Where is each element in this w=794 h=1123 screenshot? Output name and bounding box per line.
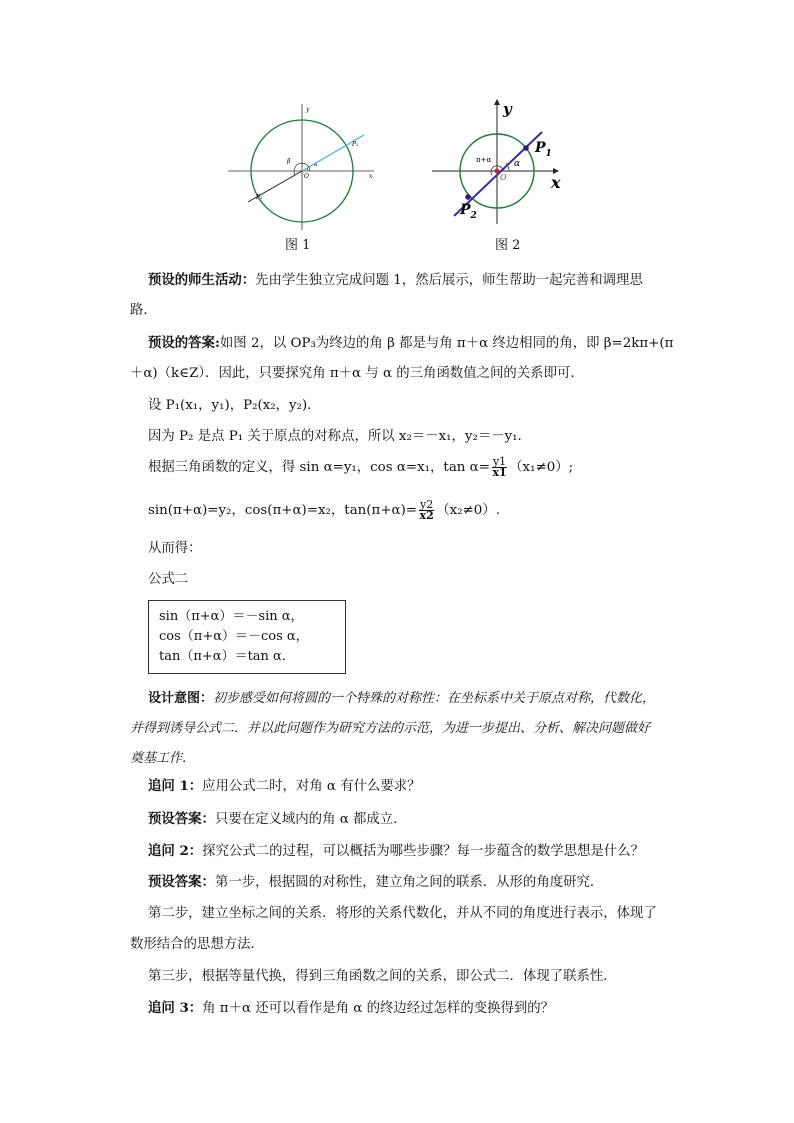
fig1-beta-label: β bbox=[287, 158, 291, 165]
fig1-alpha-label: α bbox=[314, 162, 318, 168]
definition-line-1 bbox=[148, 457, 688, 478]
q2-lead: 追问 2： bbox=[148, 843, 203, 859]
q1-text: 应用公式二时，对角 α 有什么要求？ bbox=[202, 779, 421, 794]
activity-line-1 bbox=[148, 270, 688, 291]
fig2-p1-label: $P_1$ bbox=[535, 140, 552, 159]
figure-2-unit-circle bbox=[430, 96, 570, 224]
definition-1-tail: （x₁≠0）; bbox=[509, 460, 574, 475]
fig2-origin-label: O bbox=[500, 173, 507, 182]
answer-lead: 预设的答案: bbox=[148, 335, 220, 351]
q3-text: 角 π＋α 还可以看作是角 α 的终边经过怎样的变换得到的？ bbox=[202, 1001, 555, 1016]
set-points-line: 设 P₁(x₁，y₁)，P₂(x₂，y₂)． bbox=[148, 398, 321, 413]
step-2-line-1: 第二步，建立坐标之间的关系．将形的关系代数化，并从不同的角度进行表示，体现了 bbox=[148, 906, 657, 921]
design-text-1: 初步感受如何将圆的一个特殊的对称性：在坐标系中关于原点对称，代数化， bbox=[213, 691, 656, 706]
fig1-x-label: x bbox=[369, 173, 373, 180]
fraction-denominator: x2 bbox=[419, 509, 434, 522]
definition-1-text: 根据三角函数的定义，得 sin α=y₁，cos α=x₁，tan α= bbox=[148, 460, 490, 475]
thus-line: 从而得： bbox=[148, 541, 202, 556]
origin-point bbox=[495, 169, 500, 174]
fig1-p2-label: P₂ bbox=[256, 194, 263, 201]
fraction-denominator: x1 bbox=[492, 466, 507, 479]
formula-two-box bbox=[148, 600, 346, 674]
answer-text-1: 如图 2，以 OP₃为终边的角 β 都是与角 π＋α 终边相同的角，即 β=2kπ+(π bbox=[219, 336, 674, 351]
activity-line-2: 路． bbox=[130, 303, 157, 318]
design-line-1 bbox=[148, 684, 688, 714]
formula-tan: tan（π+α）＝tan α． bbox=[159, 649, 295, 664]
definition-2-text: sin(π+α)=y₂，cos(π+α)=x₂，tan(π+α)= bbox=[148, 503, 418, 518]
fraction-numerator: y2 bbox=[420, 498, 434, 511]
fig2-p2-label: $P_2$ bbox=[460, 202, 477, 221]
follow-up-1 bbox=[148, 776, 688, 797]
answer-1 bbox=[148, 809, 688, 830]
formula-cos: cos（π+α）＝－cos α， bbox=[159, 629, 309, 644]
follow-up-3 bbox=[148, 998, 688, 1019]
figure-2-caption: 图 2 bbox=[495, 238, 521, 253]
activity-lead: 预设的师生活动： bbox=[148, 272, 256, 288]
q1-lead: 追问 1： bbox=[148, 778, 203, 794]
fig2-y-label: y bbox=[503, 100, 512, 118]
point-p1 bbox=[523, 145, 529, 151]
point-p2 bbox=[465, 194, 471, 200]
formula-sin: sin（π+α）＝－sin α， bbox=[159, 609, 304, 624]
fig1-origin-label: O bbox=[304, 173, 309, 180]
figure-1-caption: 图 1 bbox=[285, 238, 311, 253]
step-3-line: 第三步，根据等量代换，得到三角函数之间的关系，即公式二．体现了联系性． bbox=[148, 969, 617, 984]
fig1-p1-label: P₁ bbox=[352, 141, 359, 148]
fig1-y-label: y bbox=[306, 106, 310, 113]
design-line-3: 奠基工作． bbox=[130, 751, 196, 766]
q2-text: 探究公式二的过程，可以概括为哪些步骤？每一步蕴含的数学思想是什么？ bbox=[202, 844, 645, 859]
fraction-numerator: y1 bbox=[492, 455, 507, 468]
tan-pi-alpha-fraction bbox=[419, 500, 434, 521]
follow-up-2 bbox=[148, 841, 688, 862]
q3-lead: 追问 3： bbox=[148, 1000, 203, 1016]
definition-line-2 bbox=[148, 500, 688, 521]
formula-title: 公式二 bbox=[148, 572, 189, 587]
fig2-pi-alpha-label: π+α bbox=[476, 156, 492, 164]
design-intent bbox=[130, 684, 688, 774]
symmetric-point-line: 因为 P₂ 是点 P₁ 关于原点的对称点，所以 x₂＝－x₁，y₂＝－y₁． bbox=[148, 429, 531, 444]
activity-text-1: 先由学生独立完成问题 1，然后展示，师生帮助一起完善和调理思 bbox=[255, 273, 643, 288]
figure-1-unit-circle bbox=[228, 102, 378, 230]
tan-alpha-fraction bbox=[492, 457, 507, 478]
step-2-line-2: 数形结合的思想方法． bbox=[130, 937, 264, 952]
fig2-alpha-label: α bbox=[514, 159, 521, 169]
answer-line-2: ＋α)（k∈Z）．因此，只要探究角 π＋α 与 α 的三角函数值之间的关系即可． bbox=[130, 366, 584, 381]
fig2-x-label: x bbox=[551, 173, 561, 192]
alpha-arc bbox=[307, 168, 308, 171]
a2-text: 第一步，根据圆的对称性，建立角之间的联系．从形的角度研究． bbox=[214, 875, 604, 890]
answer-2 bbox=[148, 872, 688, 893]
definition-2-tail: （x₂≠0）. bbox=[436, 503, 500, 518]
design-line-2: 并得到诱导公式二．并以此问题作为研究方法的示范，为进一步提出、分析、解决问题做好 bbox=[130, 721, 651, 736]
design-lead: 设计意图： bbox=[148, 691, 214, 706]
a1-lead: 预设答案： bbox=[148, 811, 215, 827]
answer-line-1 bbox=[148, 333, 688, 354]
a2-lead: 预设答案： bbox=[148, 874, 215, 890]
a1-text: 只要在定义域内的角 α 都成立． bbox=[214, 812, 407, 827]
